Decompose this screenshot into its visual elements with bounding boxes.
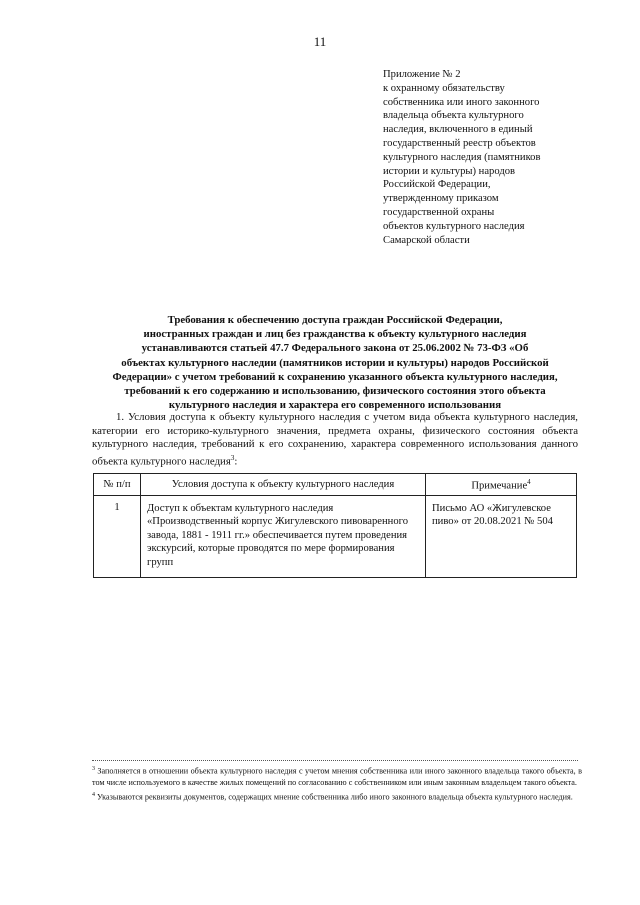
footnote-divider	[92, 760, 578, 761]
appendix-line: Российской Федерации,	[383, 179, 491, 191]
footnote-ref: 3	[230, 453, 235, 462]
appendix-header	[383, 68, 603, 247]
footnote-item	[92, 764, 582, 788]
appendix-line: государственный реестр объектов	[383, 137, 536, 149]
intro-paragraph	[92, 411, 578, 469]
access-conditions-table	[93, 473, 577, 578]
footnote-item	[92, 790, 582, 803]
table-row	[94, 496, 577, 578]
footnote-mark: 3	[92, 766, 95, 772]
footnote-ref: 4	[527, 477, 531, 486]
footnotes	[92, 760, 582, 804]
title-line: требований к его содержанию и использованию, физического состояния этого объекта	[124, 385, 546, 398]
appendix-line: владельца объекта культурного	[383, 110, 524, 122]
appendix-line: государственной охраны	[383, 206, 495, 218]
header-note	[426, 474, 577, 496]
appendix-line: собственника или иного законного	[383, 96, 540, 108]
title-line: объектах культурного наследии (памятников истории и культуры) народов Российской	[121, 356, 549, 369]
appendix-line: истории и культуры) народов	[383, 165, 516, 177]
appendix-line: Самарской области	[383, 234, 470, 246]
appendix-line: наследия, включенного в единый	[383, 124, 533, 136]
appendix-line: утвержденному приказом	[383, 193, 499, 205]
paragraph-suffix: :	[234, 455, 238, 468]
page-number: 11	[313, 34, 327, 49]
document-title	[90, 313, 580, 412]
table-header-row	[94, 474, 577, 496]
cell-num: 1	[94, 496, 141, 578]
header-note-label: Примечание	[471, 480, 528, 492]
appendix-line: объектов культурного наследия	[383, 220, 525, 232]
title-line: культурного наследия и характера его современного использования	[168, 399, 502, 412]
footnote-mark: 4	[92, 791, 95, 798]
title-line: Федерации» с учетом требований к сохранению указанного объекта культурного наследия,	[112, 370, 558, 383]
title-line: Требования к обеспечению доступа граждан Российской Федерации,	[167, 314, 503, 326]
cell-note: Письмо АО «Жигулевское пиво» от 20.08.2021 № 504	[426, 496, 577, 578]
cell-conditions: Доступ к объектам культурного наследия «Производственный корпус Жигулевского пивоваренного завода, 1881 - 1911 гг.» обеспечивается путем проведения экскурсий, которые проводятся по мере формирования групп	[141, 496, 426, 578]
appendix-line: к охранному обязательству	[383, 82, 505, 94]
footnote-text: Заполняется в отношении объекта культурного наследия с учетом мнения собственника или иного законного владельца такого объекта, в том числе используемого в качестве жилых помещений по согласованию с собственником или иным законным владельцем такого объекта.	[92, 766, 582, 787]
footnote-text: Указываются реквизиты документов, содержащих мнение собственника либо иного законного владельца объекта культурного наследия.	[97, 792, 573, 802]
appendix-line: Приложение № 2	[383, 69, 461, 80]
header-conditions: Условия доступа к объекту культурного наследия	[141, 474, 426, 496]
paragraph-text: 1. Условия доступа к объекту культурного наследия с учетом вида объекта культурного наследия, категории его историко-культурного значения, предмета охраны, физического состояния объекта культурного наследия, требований к его сохранению, характера современного использования данного объекта культурного наследия	[92, 411, 578, 468]
title-line: иностранных граждан и лиц без гражданства к объекту культурного наследия	[143, 328, 527, 341]
header-num: № п/п	[94, 474, 141, 496]
appendix-line: культурного наследия (памятников	[383, 151, 541, 163]
title-line: устанавливаются статьей 47.7 Федерального закона от 25.06.2002 № 73-ФЗ «Об	[141, 342, 529, 355]
